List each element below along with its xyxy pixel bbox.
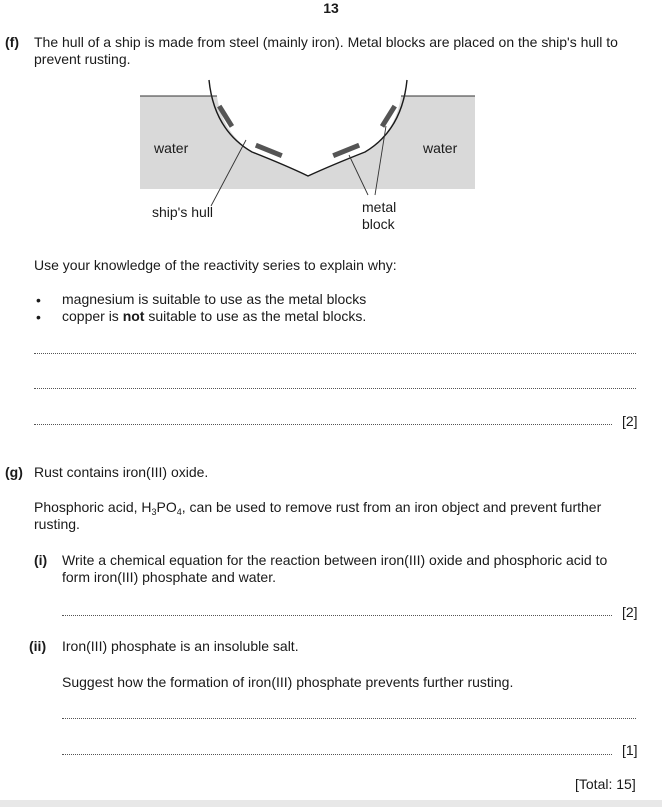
answer-line[interactable] <box>34 424 612 425</box>
bullet-1: magnesium is suitable to use as the metal blocks <box>62 291 367 307</box>
subquestion-label-ii: (ii) <box>29 638 47 654</box>
ship-hull-diagram <box>0 0 662 240</box>
answer-line[interactable] <box>34 388 636 389</box>
marks-g-i: [2] <box>622 604 638 620</box>
subquestion-i-line2: form iron(III) phosphate and water. <box>62 569 276 585</box>
total-marks: [Total: 15] <box>575 776 636 792</box>
block-label-line1: metal <box>362 199 397 215</box>
answer-line[interactable] <box>62 615 612 616</box>
answer-line[interactable] <box>34 353 636 354</box>
page-bottom-edge <box>0 800 662 807</box>
question-f-stem-line1: The hull of a ship is made from steel (mainly iron). Metal blocks are placed on the ship's hull to <box>34 34 618 50</box>
answer-line[interactable] <box>62 718 636 719</box>
question-label-f: (f) <box>5 34 19 50</box>
subquestion-i-line1: Write a chemical equation for the reaction between iron(III) oxide and phosphoric acid to <box>62 552 608 568</box>
bullet-icon: • <box>36 309 41 325</box>
bullet-2: copper is not suitable to use as the metal blocks. <box>62 308 367 324</box>
question-g-para-line2: rusting. <box>34 516 80 532</box>
hull-label: ship's hull <box>152 204 214 220</box>
page-number: 13 <box>323 0 339 16</box>
marks-f: [2] <box>622 413 638 429</box>
block-label-line2: block <box>362 216 395 232</box>
question-g-stem: Rust contains iron(III) oxide. <box>34 464 209 480</box>
answer-line[interactable] <box>62 754 612 755</box>
water-label-right: water <box>423 140 458 156</box>
question-f-stem-line2: prevent rusting. <box>34 51 131 67</box>
water-label-left: water <box>154 140 189 156</box>
marks-g-ii: [1] <box>622 742 638 758</box>
subquestion-ii-line1: Iron(III) phosphate is an insoluble salt. <box>62 638 299 654</box>
subquestion-ii-line2: Suggest how the formation of iron(III) phosphate prevents further rusting. <box>62 674 514 690</box>
subquestion-label-i: (i) <box>34 552 48 568</box>
instruction-text: Use your knowledge of the reactivity series to explain why: <box>34 257 397 273</box>
question-label-g: (g) <box>5 464 23 480</box>
question-g-para-line1: Phosphoric acid, $H_3PO_4$, can be used to remove rust from an iron object and prevent further <box>34 499 602 517</box>
bullet-icon: • <box>36 292 41 308</box>
